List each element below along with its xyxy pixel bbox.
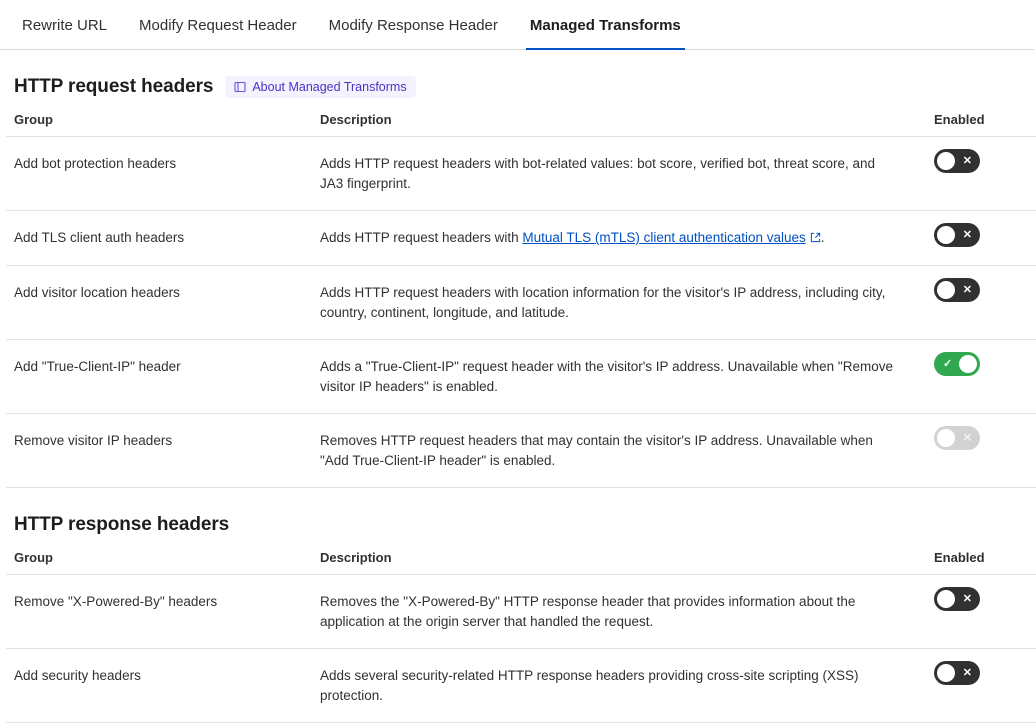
section-header-request <box>14 76 1028 98</box>
toggle-knob <box>937 152 955 170</box>
toggle-knob <box>937 664 955 682</box>
toggle-knob <box>937 281 955 299</box>
tab-modify-response-header[interactable]: Modify Response Header <box>328 17 498 34</box>
table-row <box>6 211 1036 266</box>
toggle-remove-visitor-ip-headers <box>934 426 980 450</box>
toggle-add-tls-client-auth-headers[interactable] <box>934 223 980 247</box>
column-header-enabled: Enabled <box>926 112 1036 137</box>
section-header-response <box>14 514 1028 536</box>
table-header-row <box>6 550 1036 575</box>
column-header-description: Description <box>312 550 926 575</box>
row-description-remove-x-powered-by: Removes the "X-Powered-By" HTTP response header that provides information about the application at the origin server that handled the request. <box>312 575 926 649</box>
toggle-remove-x-powered-by-headers[interactable] <box>934 587 980 611</box>
request-headers-table <box>6 112 1036 488</box>
row-enabled-cell <box>926 575 1036 649</box>
external-link-icon <box>810 229 821 249</box>
tab-managed-transforms[interactable]: Managed Transforms <box>514 18 697 49</box>
desc-text-pre: Adds HTTP request headers with <box>320 230 523 245</box>
tab-modify-request-header[interactable]: Modify Request Header <box>139 17 297 34</box>
row-description-tls-client-auth <box>312 211 926 266</box>
row-description-add-security-headers: Adds several security-related HTTP response headers providing cross-site scripting (XSS) protection. <box>312 649 926 723</box>
toggle-knob <box>959 355 977 373</box>
table-header-row <box>6 112 1036 137</box>
table-row <box>6 137 1036 211</box>
row-enabled-cell <box>926 211 1036 266</box>
toggle-add-visitor-location-headers[interactable] <box>934 278 980 302</box>
about-managed-transforms-link[interactable] <box>225 76 415 98</box>
toggle-knob <box>937 429 955 447</box>
mtls-doc-link[interactable]: Mutual TLS (mTLS) client authentication values <box>522 230 806 245</box>
column-header-group: Group <box>6 550 312 575</box>
table-row <box>6 649 1036 723</box>
toggle-off-icon: ✕ <box>962 667 972 679</box>
row-description-remove-visitor-ip: Removes HTTP request headers that may contain the visitor's IP address. Unavailable when "Add True-Client-IP header" is enabled. <box>312 414 926 488</box>
row-enabled-cell <box>926 340 1036 414</box>
row-group-remove-x-powered-by: Remove "X-Powered-By" headers <box>6 575 312 649</box>
row-enabled-cell <box>926 649 1036 723</box>
toggle-add-true-client-ip-header[interactable] <box>934 352 980 376</box>
row-group-visitor-location: Add visitor location headers <box>6 266 312 340</box>
response-headers-table <box>6 550 1036 723</box>
toggle-off-icon: ✕ <box>962 432 972 444</box>
toggle-off-icon: ✕ <box>962 229 972 241</box>
row-enabled-cell <box>926 266 1036 340</box>
column-header-group: Group <box>6 112 312 137</box>
book-icon <box>234 81 246 93</box>
toggle-off-icon: ✕ <box>962 593 972 605</box>
toggle-off-icon: ✕ <box>962 155 972 167</box>
table-row <box>6 575 1036 649</box>
toggle-off-icon: ✕ <box>962 284 972 296</box>
row-group-remove-visitor-ip: Remove visitor IP headers <box>6 414 312 488</box>
section-http-response-headers <box>0 514 1034 723</box>
tab-rewrite-url[interactable]: Rewrite URL <box>22 17 108 34</box>
row-group-true-client-ip: Add "True-Client-IP" header <box>6 340 312 414</box>
row-group-bot-protection: Add bot protection headers <box>6 137 312 211</box>
row-description-visitor-location: Adds HTTP request headers with location information for the visitor's IP address, including city, country, continent, longitude, and latitude. <box>312 266 926 340</box>
toggle-on-icon: ✓ <box>943 358 953 370</box>
row-enabled-cell <box>926 137 1036 211</box>
column-header-description: Description <box>312 112 926 137</box>
tab-bar <box>0 0 1034 50</box>
row-group-tls-client-auth: Add TLS client auth headers <box>6 211 312 266</box>
table-row <box>6 414 1036 488</box>
column-header-enabled: Enabled <box>926 550 1036 575</box>
toggle-add-security-headers[interactable] <box>934 661 980 685</box>
row-enabled-cell <box>926 414 1036 488</box>
section-http-request-headers <box>0 76 1034 488</box>
row-description-true-client-ip: Adds a "True-Client-IP" request header with the visitor's IP address. Unavailable when "Remove visitor IP headers" is enabled. <box>312 340 926 414</box>
desc-text-post: . <box>820 230 825 245</box>
table-row <box>6 340 1036 414</box>
page-title-response: HTTP response headers <box>14 514 230 535</box>
page-title-request: HTTP request headers <box>14 76 214 97</box>
row-group-add-security-headers: Add security headers <box>6 649 312 723</box>
toggle-knob <box>937 226 955 244</box>
table-row <box>6 266 1036 340</box>
row-description-bot-protection: Adds HTTP request headers with bot-related values: bot score, verified bot, threat score, and JA3 fingerprint. <box>312 137 926 211</box>
toggle-knob <box>937 590 955 608</box>
toggle-add-bot-protection-headers[interactable] <box>934 149 980 173</box>
about-managed-transforms-label: About Managed Transforms <box>252 80 407 94</box>
